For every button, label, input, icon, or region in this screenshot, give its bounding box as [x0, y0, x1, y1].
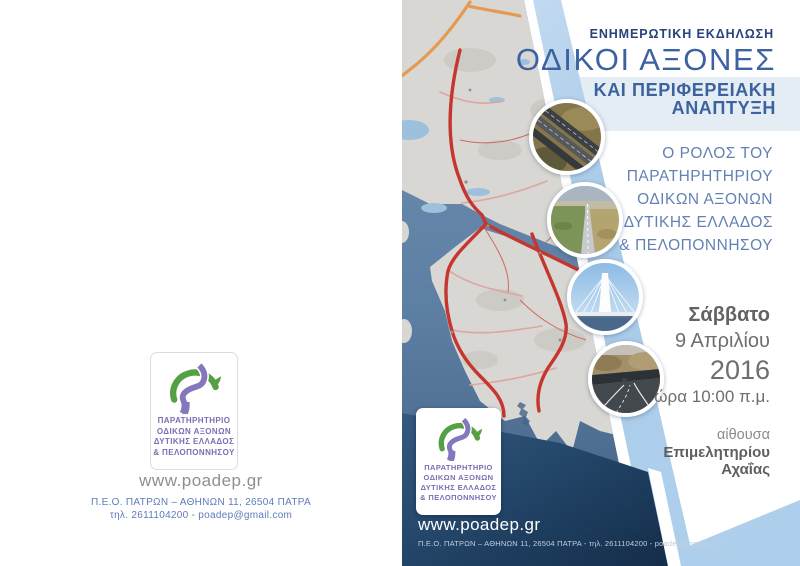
subtitle-line: ΑΝΑΠΤΥΞΗ	[671, 98, 776, 118]
org-logo-text	[151, 416, 237, 458]
event-kicker: ΕΝΗΜΕΡΩΤΙΚΗ ΕΚΔΗΛΩΣΗ	[589, 27, 774, 41]
topic-line: Ο ΡΟΛΟΣ ΤΟΥ	[662, 145, 773, 162]
address-line: Π.Ε.Ο. ΠΑΤΡΩΝ – ΑΘΗΝΩΝ 11, 26504 ΠΑΤΡΑ	[91, 497, 311, 508]
topic-line: & ΠΕΛΟΠΟΝΝΗΣΟΥ	[619, 237, 773, 254]
logo-line: ΟΔΙΚΩΝ ΑΞΟΝΩΝ	[156, 426, 232, 436]
org-logo-card-middle	[416, 408, 501, 515]
motorway-underpass-image	[592, 345, 660, 413]
venue-line: αίθουσα	[717, 427, 770, 443]
event-subtitle	[594, 81, 776, 117]
logo-line: & ΠΕΛΟΠΟΝΝΗΣΟΥ	[420, 493, 497, 502]
phone-email-line: τηλ. 2611104200 - poadep@gmail.com	[109, 510, 293, 521]
logo-line: & ΠΕΛΟΠΟΝΝΗΣΟΥ	[153, 447, 235, 457]
venue-line: Επιμελητηρίου	[663, 444, 770, 461]
org-logo-card-left	[150, 352, 238, 470]
event-date: 9 Απριλίου	[674, 330, 770, 352]
topic-line: ΟΔΙΚΩΝ ΑΞΟΝΩΝ	[637, 191, 773, 208]
event-day: Σάββατο	[688, 304, 770, 326]
event-time: ώρα 10:00 π.μ.	[654, 387, 770, 406]
event-topic	[619, 142, 773, 257]
logo-line: ΠΑΡΑΤΗΡΗΤΗΡΙΟ	[157, 416, 231, 425]
photo-rio-bridge	[567, 259, 643, 335]
subtitle-line: ΚΑΙ ΠΕΡΙΦΕΡΕΙΑΚΗ	[593, 80, 776, 100]
website-link-middle[interactable]: www.poadep.gr	[418, 515, 541, 534]
website-link-left[interactable]: www.poadep.gr	[139, 471, 263, 490]
event-year: 2016	[709, 355, 770, 385]
photo-motorway-underpass	[588, 341, 664, 417]
topic-line: ΠΑΡΑΤΗΡΗΤΗΡΙΟΥ	[626, 168, 773, 185]
footer-contact-line: Π.Ε.Ο. ΠΑΤΡΩΝ – ΑΘΗΝΩΝ 11, 26504 ΠΑΤΡΑ - τηλ. 2611104200 - poadep@gmail.com	[418, 539, 725, 548]
logo-line: ΟΔΙΚΩΝ ΑΞΟΝΩΝ	[423, 473, 494, 482]
logo-line: ΔΥΤΙΚΗΣ ΕΛΛΑΔΟΣ	[153, 437, 235, 446]
motorway-fields-image	[551, 186, 619, 254]
topic-line: ΔΥΤΙΚΗΣ ΕΛΛΑΔΟΣ	[623, 214, 773, 231]
poadep-logo-icon	[434, 415, 484, 461]
venue-line: Αχαΐας	[721, 461, 770, 478]
event-title: ΟΔΙΚΟΙ ΑΞΟΝΕΣ	[515, 42, 776, 77]
highway-interchange-image	[533, 103, 601, 171]
org-logo-text	[416, 463, 501, 503]
logo-line: ΠΑΡΑΤΗΡΗΤΗΡΙΟ	[424, 463, 493, 472]
logo-line: ΔΥΤΙΚΗΣ ΕΛΛΑΔΟΣ	[420, 483, 497, 492]
event-venue-block	[663, 427, 770, 478]
photo-motorway-fields	[547, 182, 623, 258]
event-date-block	[654, 303, 770, 409]
rio-bridge-image	[571, 263, 639, 331]
poadep-logo-icon	[165, 360, 223, 414]
